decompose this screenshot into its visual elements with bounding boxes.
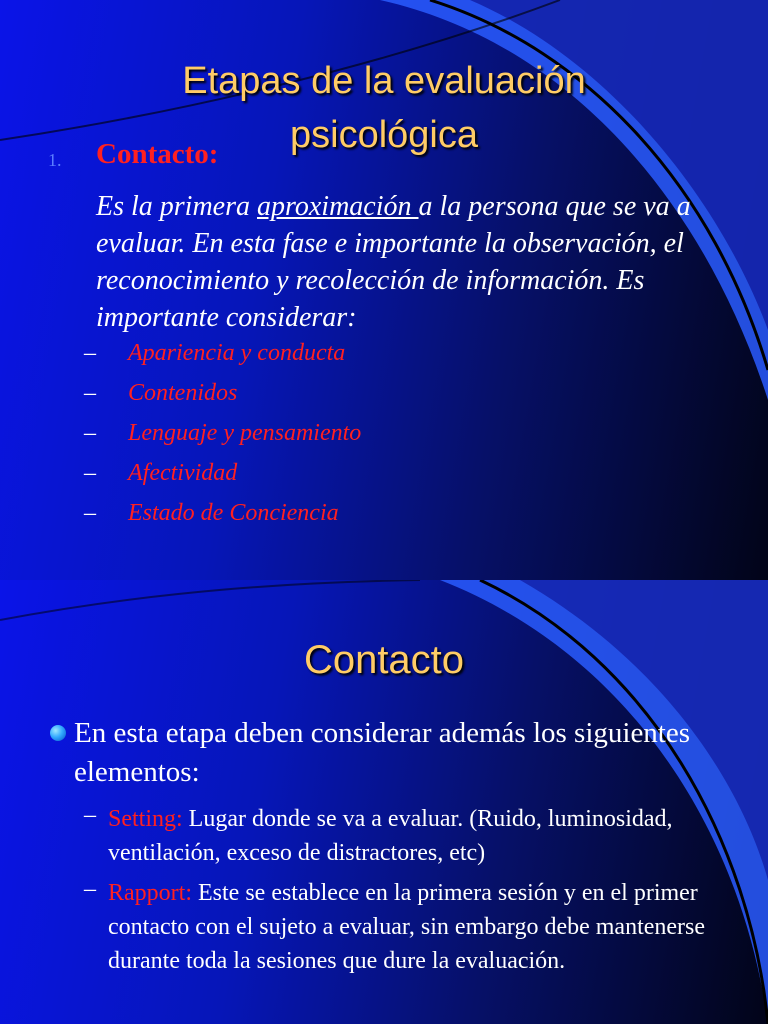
item-label: Rapport: [108,880,192,906]
intro-paragraph [96,188,736,336]
item-text: Lugar donde se va a evaluar. (Ruido, luminosidad, ventilación, exceso de distractores, etc) [108,806,673,866]
title-line-2: psicológica [290,114,478,156]
subitem-label: Lenguaje y pensamiento [128,420,362,446]
paragraph-part-2: a la persona que se va a evaluar. En esta fase e importante la observación, el reconocimiento y recolección de información. Es importante considerar: [96,191,691,333]
item-body [108,802,728,870]
item-label: Setting: [108,806,183,832]
bullet-text: En esta etapa deben considerar además los siguientes elementos: [74,717,691,788]
slide-2 [0,580,768,1024]
paragraph-part-1: Es la primera [96,191,257,222]
dash-marker: – [84,420,96,446]
dash-marker: – [84,460,96,486]
subitem-label: Apariencia y conducta [128,340,346,366]
paragraph-underlined: aproximación [257,191,419,222]
dash-marker: – [84,380,96,406]
item-text: Este se establece en la primera sesión y en el primer contacto con el sujeto a evaluar, sin embargo debe mantenerse durante toda la sesiones que dure la evaluación. [108,880,706,974]
section-heading: Contacto: [96,138,219,170]
item-body [108,876,728,978]
subitem-label: Afectividad [128,460,238,486]
subitem-label: Estado de Conciencia [128,500,339,526]
bullet-dot-icon [50,725,66,741]
title-line-1: Etapas de la evaluación [182,60,586,102]
dash-marker: – [84,876,96,902]
subitem-label: Contenidos [128,380,238,406]
slide-2-title: Contacto [303,638,465,682]
dash-marker: – [84,340,96,366]
item-number: 1. [48,150,62,170]
dash-marker: – [84,500,96,526]
dash-marker: – [84,802,96,828]
